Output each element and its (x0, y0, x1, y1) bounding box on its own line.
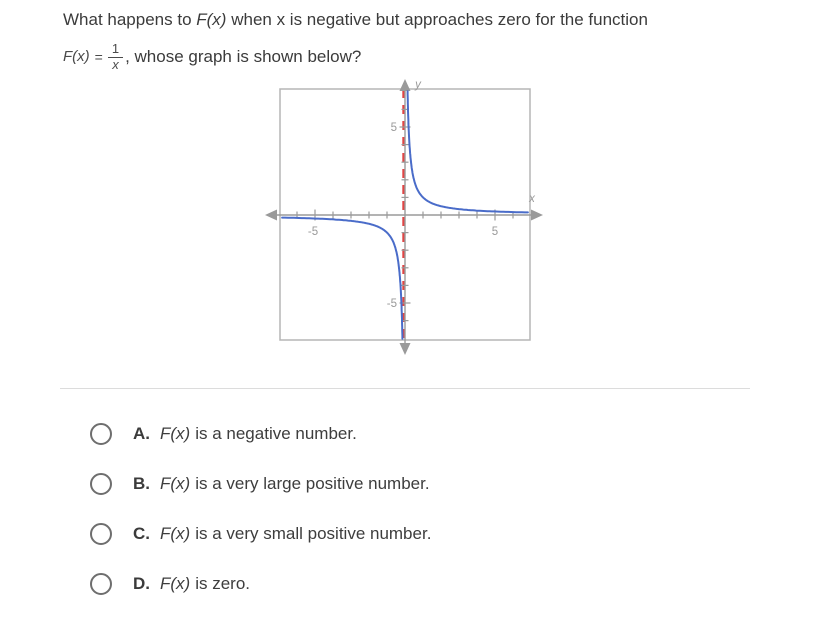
equation (63, 42, 125, 73)
svg-text:-5: -5 (386, 298, 397, 310)
math-fx: F(x) (160, 474, 191, 493)
option-text: is a negative number. (195, 424, 357, 443)
divider (60, 388, 750, 389)
equals-sign: = (94, 49, 103, 65)
question-line-1 (63, 7, 763, 33)
option-c[interactable] (90, 523, 431, 545)
question-text-pre: What happens to (63, 10, 197, 29)
math-fx: F(x) (160, 574, 191, 593)
question-line-2 (63, 37, 763, 77)
option-letter: A. (133, 424, 150, 443)
fraction-denominator: x (108, 57, 123, 73)
option-letter: D. (133, 574, 150, 593)
answer-options (90, 423, 431, 623)
fraction (108, 42, 123, 73)
question-block (63, 7, 763, 77)
option-letter: B. (133, 474, 150, 493)
svg-text:x: x (529, 193, 535, 205)
option-text: is zero. (195, 574, 251, 593)
option-text: is a very large positive number. (195, 474, 430, 493)
math-fx: F(x) (63, 48, 90, 65)
option-d[interactable] (90, 573, 431, 595)
math-fx: F(x) (160, 524, 191, 543)
option-text: is a very small positive number. (195, 524, 432, 543)
fraction-numerator: 1 (111, 40, 120, 56)
svg-text:y: y (415, 79, 421, 91)
option-a[interactable] (90, 423, 431, 445)
question-text-post: when x is negative but approaches zero for the function (226, 10, 648, 29)
radio-button-d[interactable] (90, 573, 112, 595)
radio-button-b[interactable] (90, 473, 112, 495)
hyperbola-plot (258, 74, 548, 359)
svg-text:5: 5 (390, 122, 397, 134)
option-letter: C. (133, 524, 150, 543)
math-fx: F(x) (196, 10, 227, 29)
option-b[interactable] (90, 473, 431, 495)
question-text-tail: , whose graph is shown below? (125, 47, 362, 66)
function-graph (258, 74, 548, 359)
radio-button-c[interactable] (90, 523, 112, 545)
svg-text:-5: -5 (307, 226, 319, 238)
svg-text:5: 5 (491, 226, 499, 238)
math-fx: F(x) (160, 424, 191, 443)
radio-button-a[interactable] (90, 423, 112, 445)
